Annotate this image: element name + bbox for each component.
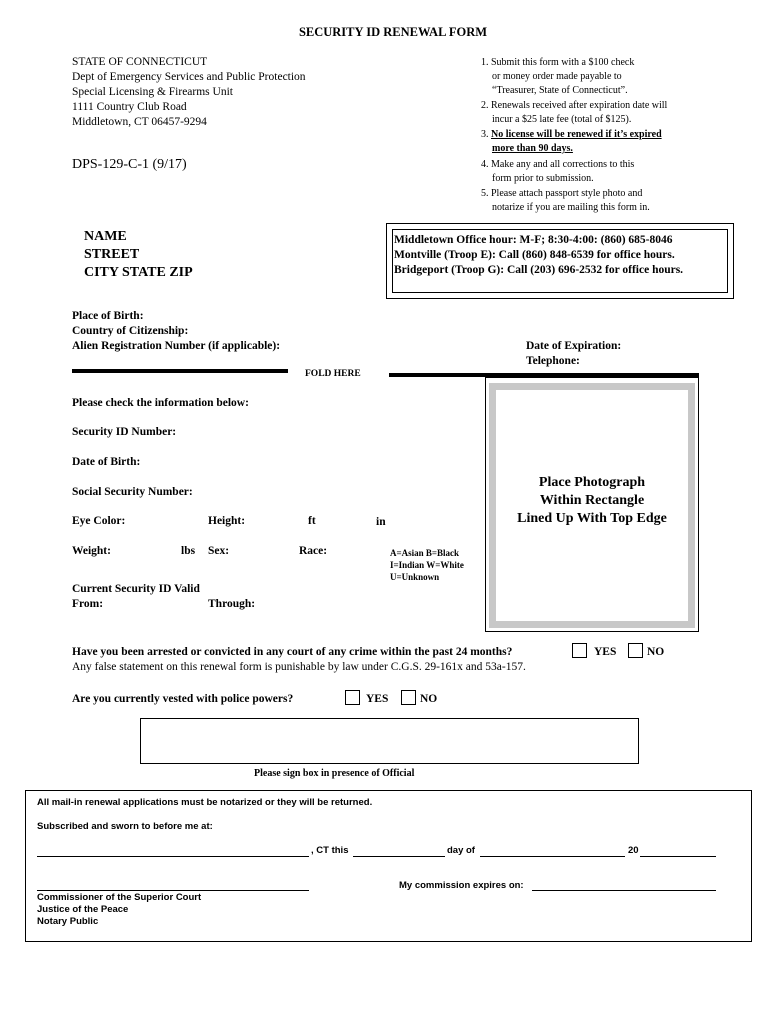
- instruction-text: incur a $25 late fee (total of $125).: [492, 114, 632, 125]
- false-statement-notice: Any false statement on this renewal form is punishable by law under C.G.S. 29-161x and 53a-157.: [72, 661, 526, 673]
- eye-color-label: Eye Color:: [72, 515, 126, 527]
- fold-line-left: [72, 369, 288, 373]
- instruction-warning-text: more than 90 days.: [492, 143, 573, 154]
- notary-titles: [37, 892, 201, 928]
- police-no-label: NO: [420, 693, 438, 705]
- race-label: Race:: [299, 545, 328, 557]
- arrest-yes-checkbox[interactable]: [572, 643, 587, 658]
- commission-expires-field[interactable]: [532, 890, 716, 891]
- valid-from-label: From:: [72, 598, 104, 610]
- arrest-yes-label: YES: [594, 646, 617, 658]
- police-no-checkbox[interactable]: [401, 690, 416, 705]
- sworn-label: Subscribed and sworn to before me at:: [37, 821, 213, 832]
- photo-instruction: Lined Up With Top Edge: [517, 511, 667, 526]
- police-powers-question: Are you currently vested with police powers?: [72, 693, 294, 705]
- notary-month-field[interactable]: [480, 856, 625, 857]
- race-key: I=Indian W=White: [390, 560, 464, 570]
- form-title: SECURITY ID RENEWAL FORM: [298, 25, 488, 39]
- check-info-label: Please check the information below:: [72, 397, 249, 409]
- instruction-text: form prior to submission.: [492, 173, 594, 184]
- form-number: DPS-129-C-1 (9/17): [72, 157, 187, 172]
- agency-line: Special Licensing & Firearms Unit: [72, 86, 233, 98]
- instruction-warning: [481, 128, 662, 142]
- notary-location-field[interactable]: [37, 856, 309, 857]
- signature-caption: Please sign box in presence of Official: [254, 768, 415, 779]
- dob-label: Date of Birth:: [72, 456, 141, 468]
- photo-area: [485, 377, 699, 632]
- instruction-text: 2. Renewals received after expiration date will: [481, 100, 668, 111]
- race-key: A=Asian B=Black: [390, 548, 460, 558]
- arrest-no-label: NO: [647, 646, 665, 658]
- sex-label: Sex:: [208, 545, 230, 557]
- instruction-text: “Treasurer, State of Connecticut”.: [492, 85, 628, 96]
- arrest-question: Have you been arrested or convicted in any court of any crime within the past 24 months?: [72, 646, 513, 658]
- valid-period-label: Current Security ID Valid: [72, 583, 200, 595]
- notary-title: Commissioner of the Superior Court: [37, 892, 202, 903]
- height-label: Height:: [208, 515, 246, 527]
- valid-through-label: Through:: [208, 598, 256, 610]
- instruction-text: 4. Make any and all corrections to this: [481, 159, 635, 170]
- notarize-notice: All mail-in renewal applications must be notarized or they will be returned.: [37, 797, 373, 808]
- race-key: U=Unknown: [390, 572, 440, 582]
- expiration-date-label: Date of Expiration:: [526, 340, 622, 352]
- instruction-text: 5. Please attach passport style photo and: [481, 188, 643, 199]
- telephone-label: Telephone:: [526, 355, 580, 367]
- notary-signature-line[interactable]: [37, 890, 309, 891]
- height-in-unit: in: [376, 516, 386, 528]
- arrest-no-checkbox[interactable]: [628, 643, 643, 658]
- weight-label: Weight:: [72, 545, 111, 557]
- photo-instruction: Within Rectangle: [539, 493, 645, 508]
- notary-title: Justice of the Peace: [37, 904, 129, 915]
- street-placeholder: STREET: [84, 247, 140, 262]
- fold-here-label: FOLD HERE: [305, 369, 361, 379]
- ssn-label: Social Security Number:: [72, 486, 193, 498]
- instruction-warning-text: No license will be renewed if it’s expired: [491, 129, 662, 140]
- height-ft-unit: ft: [308, 515, 316, 527]
- agency-line: Middletown, CT 06457-9294: [72, 116, 207, 128]
- office-hours-montville: Montville (Troop E): Call (860) 848-6539 for office hours.: [394, 249, 675, 261]
- address-block: [84, 228, 193, 282]
- citizenship-label: Country of Citizenship:: [72, 325, 189, 337]
- security-id-label: Security ID Number:: [72, 426, 177, 438]
- police-yes-checkbox[interactable]: [345, 690, 360, 705]
- agency-line: Dept of Emergency Services and Public Protection: [72, 71, 306, 83]
- signature-box[interactable]: [140, 718, 639, 764]
- office-hours-box: [386, 223, 734, 299]
- police-yes-label: YES: [366, 693, 389, 705]
- agency-line: STATE OF CONNECTICUT: [72, 56, 208, 68]
- year-prefix-label: 20: [628, 845, 639, 856]
- day-of-label: day of: [447, 845, 475, 856]
- ct-this-label: , CT this: [311, 845, 349, 856]
- office-hours-middletown: Middletown Office hour: M-F; 8:30-4:00: (860) 685-8046: [394, 234, 673, 246]
- alien-registration-label: Alien Registration Number (if applicable):: [72, 340, 281, 352]
- notary-day-field[interactable]: [353, 856, 445, 857]
- city-state-zip-placeholder: CITY STATE ZIP: [84, 265, 193, 280]
- office-hours-bridgeport: Bridgeport (Troop G): Call (203) 696-2532 for office hours.: [394, 264, 684, 276]
- instruction-text: or money order made payable to: [492, 71, 622, 82]
- agency-line: 1111 Country Club Road: [72, 101, 187, 113]
- weight-lbs-unit: lbs: [181, 545, 196, 557]
- name-placeholder: NAME: [84, 229, 127, 244]
- photo-instruction: Place Photograph: [538, 475, 646, 490]
- instruction-text: notarize if you are mailing this form in.: [492, 202, 650, 213]
- instruction-number: 3.: [481, 129, 491, 140]
- instruction-text: 1. Submit this form with a $100 check: [481, 57, 635, 68]
- notary-year-field[interactable]: [640, 856, 716, 857]
- commission-expires-label: My commission expires on:: [399, 880, 524, 891]
- notary-title: Notary Public: [37, 916, 99, 927]
- place-of-birth-label: Place of Birth:: [72, 310, 144, 322]
